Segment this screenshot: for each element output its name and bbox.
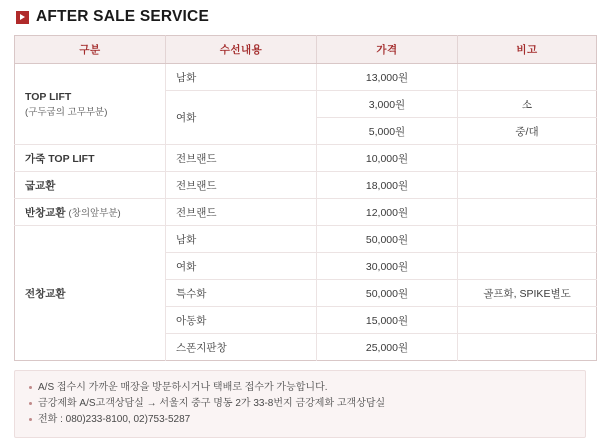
- page-title: [14, 0, 586, 35]
- price-table: [14, 35, 597, 361]
- table-header: [15, 36, 597, 64]
- category-label: 반창교환: [25, 206, 66, 219]
- table-row: [15, 199, 597, 226]
- play-triangle-icon: [16, 11, 29, 24]
- cell-note: [458, 253, 597, 280]
- cell-price: 13,000원: [317, 64, 458, 91]
- column-header-repair: 수선내용: [166, 36, 317, 64]
- note-item: 금강제화 A/S고객상담실 → 서울지 중구 명동 2가 33-8번지 금강제화 고객상담실: [29, 396, 573, 412]
- column-header-price: 가격: [317, 36, 458, 64]
- cell-note: [458, 226, 597, 253]
- category-sublabel: (구두굽의 고무부분): [25, 106, 108, 118]
- cell-price: 12,000원: [317, 199, 458, 226]
- notes-box: [14, 370, 586, 438]
- table-header-row: [15, 36, 597, 64]
- table-row: [15, 226, 597, 253]
- cell-repair: 여화: [166, 253, 317, 280]
- cell-price: 25,000원: [317, 334, 458, 361]
- cell-price: 18,000원: [317, 172, 458, 199]
- cell-note: [458, 307, 597, 334]
- cell-category: [15, 64, 166, 145]
- cell-price: 15,000원: [317, 307, 458, 334]
- cell-note: [458, 334, 597, 361]
- cell-price: 50,000원: [317, 226, 458, 253]
- cell-repair: 전브랜드: [166, 199, 317, 226]
- cell-category: 전창교환: [15, 226, 166, 361]
- page-title-text: AFTER SALE SERVICE: [36, 8, 209, 25]
- cell-repair: 남화: [166, 64, 317, 91]
- cell-note: 중/대: [458, 118, 597, 145]
- cell-note: [458, 64, 597, 91]
- note-item: A/S 접수시 가까운 매장을 방문하시거나 택배로 접수가 가능합니다.: [29, 380, 573, 396]
- cell-price: 5,000원: [317, 118, 458, 145]
- table-row: [15, 172, 597, 199]
- table-body: [15, 64, 597, 361]
- cell-repair: 전브랜드: [166, 172, 317, 199]
- cell-repair: 스폰지판창: [166, 334, 317, 361]
- cell-price: 30,000원: [317, 253, 458, 280]
- cell-repair: 아동화: [166, 307, 317, 334]
- column-header-category: 구분: [15, 36, 166, 64]
- category-sublabel: (창의앞부분): [68, 207, 121, 219]
- cell-category: [15, 199, 166, 226]
- cell-category: 가죽 TOP LIFT: [15, 145, 166, 172]
- category-label: TOP LIFT: [25, 90, 72, 103]
- cell-price: 50,000원: [317, 280, 458, 307]
- table-row: [15, 64, 597, 91]
- cell-note: [458, 145, 597, 172]
- cell-note: [458, 199, 597, 226]
- column-header-note: 비고: [458, 36, 597, 64]
- table-row: [15, 145, 597, 172]
- cell-repair: 여화: [166, 91, 317, 145]
- note-item: 전화 : 080)233-8100, 02)753-5287: [29, 412, 573, 428]
- cell-note: [458, 172, 597, 199]
- cell-repair: 전브랜드: [166, 145, 317, 172]
- cell-price: 3,000원: [317, 91, 458, 118]
- cell-repair: 남화: [166, 226, 317, 253]
- cell-note: 골프화, SPIKE별도: [458, 280, 597, 307]
- cell-note: 소: [458, 91, 597, 118]
- cell-price: 10,000원: [317, 145, 458, 172]
- cell-category: 굽교환: [15, 172, 166, 199]
- cell-repair: 특수화: [166, 280, 317, 307]
